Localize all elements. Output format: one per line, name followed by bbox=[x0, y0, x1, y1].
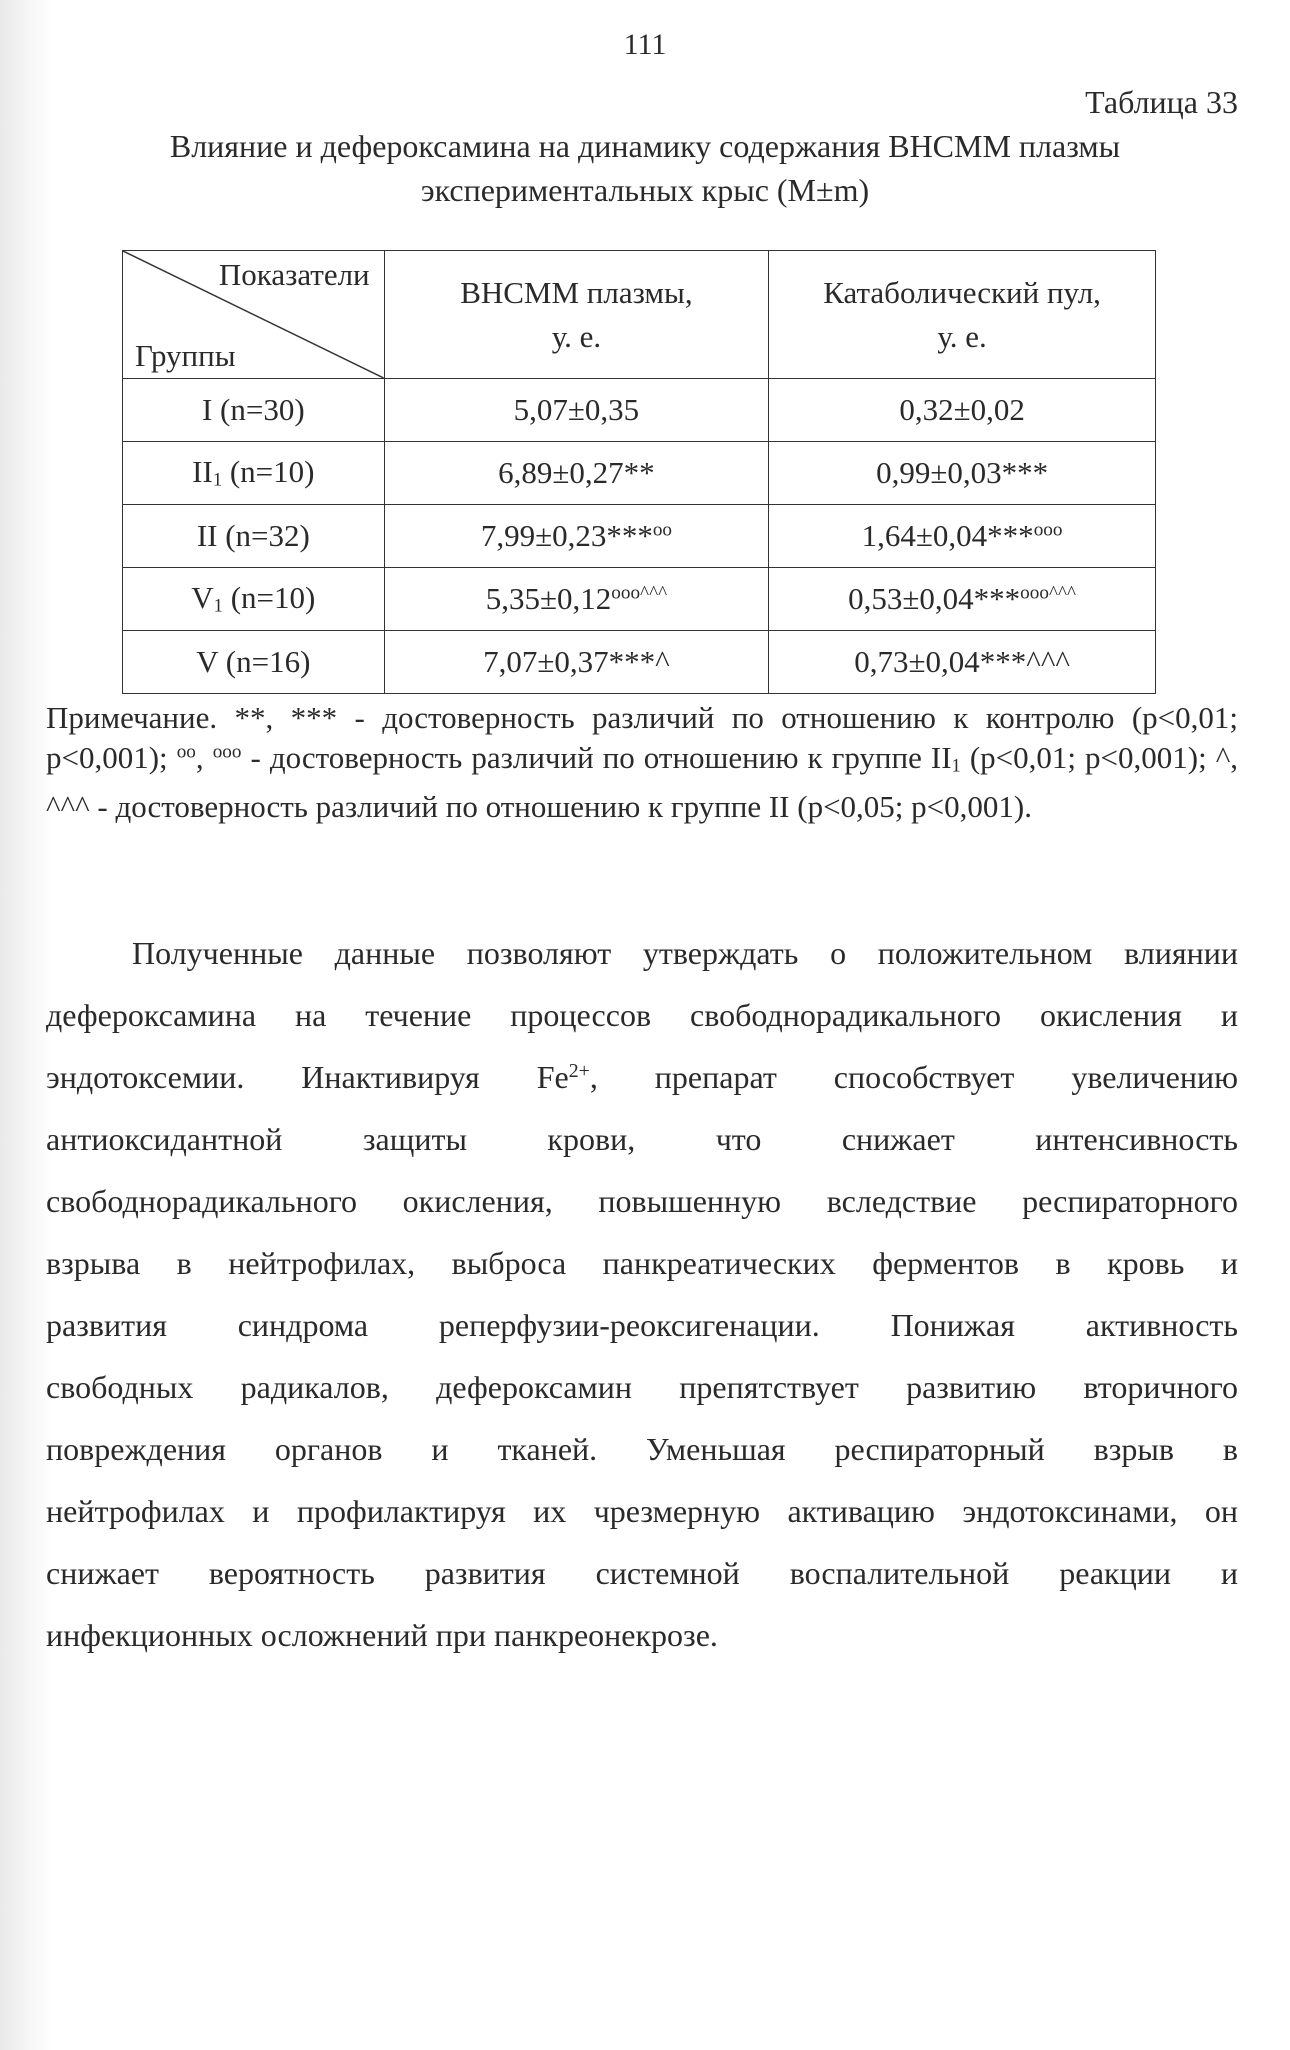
paragraph-line: взрыва в нейтрофилах, выброса панкреатических ферментов в кровь и bbox=[46, 1245, 1238, 1281]
corner-label-indicators: Показатели bbox=[218, 257, 370, 292]
header-vnsmm-line2: у. е. bbox=[551, 318, 602, 354]
paragraph-line: снижает вероятность развития системной воспалительной реакции и bbox=[46, 1555, 1238, 1591]
vnsmm-value-cell: 6,89±0,27** bbox=[384, 442, 769, 505]
header-catabolic-pool bbox=[769, 251, 1156, 379]
group-cell: V (n=16) bbox=[123, 631, 385, 694]
page-number: 111 bbox=[623, 28, 667, 61]
table-title bbox=[60, 124, 1230, 212]
catabolic-value-cell: 0,99±0,03*** bbox=[769, 442, 1156, 505]
header-vnsmm bbox=[384, 251, 769, 379]
paragraph-line: дефероксамина на течение процессов свободнорадикального окисления и bbox=[46, 997, 1238, 1033]
title-line-2: экспериментальных крыс (М±m) bbox=[420, 172, 870, 208]
catabolic-value-cell: 1,64±0,04***$^{ооо}$ bbox=[769, 505, 1156, 568]
group-cell: $V_1$ (n=10) bbox=[123, 568, 385, 631]
table-row bbox=[123, 505, 1156, 568]
table-label: Таблица 33 bbox=[1085, 84, 1238, 120]
paragraph-line: развития синдрома реперфузии-реоксигенации. Понижая активность bbox=[46, 1307, 1238, 1343]
table-note: Примечание. **, *** - достоверность различий по отношению к контролю (р<0,01; р<0,001); $^{оо}$, $^{ооо}$ - достоверность различий по отношению к группе $II_1$ (р<0,01; р<0,001); ^, ^^^ - достоверность различий по отношению к группе II (р<0,05; р<0,001). bbox=[46, 700, 1239, 824]
group-cell: II (n=32) bbox=[123, 505, 385, 568]
corner-label-groups: Группы bbox=[135, 338, 236, 373]
paragraph-line: эндотоксемии. Инактивируя $Fe^{2+}$, препарат способствует увеличению bbox=[46, 1059, 1239, 1095]
corner-header-cell bbox=[123, 251, 385, 379]
header-vnsmm-line1: ВНСММ плазмы, bbox=[460, 274, 693, 310]
paragraph-line: свободных радикалов, дефероксамин препятствует развитию вторичного bbox=[46, 1369, 1238, 1405]
vnsmm-value-cell: $5,35\pm 0,12^{ооо\^{}\^{}\^{}}$ bbox=[384, 568, 769, 631]
table-row bbox=[123, 631, 1156, 694]
vnsmm-value-cell: 7,99±0,23***$^{оо}$ bbox=[384, 505, 769, 568]
table-header-row bbox=[123, 251, 1156, 379]
paragraph-line: Полученные данные позволяют утверждать о положительном влиянии bbox=[132, 935, 1238, 971]
catabolic-value-cell: 0,73±0,04***^^^ bbox=[769, 631, 1156, 694]
vnsmm-value-cell: 5,07±0,35 bbox=[384, 379, 769, 442]
header-catabolic-line1: Катаболический пул, bbox=[823, 274, 1101, 310]
group-cell: I (n=30) bbox=[123, 379, 385, 442]
table-row bbox=[123, 442, 1156, 505]
paragraph-line: инфекционных осложнений при панкреонекрозе. bbox=[46, 1617, 718, 1653]
body-paragraph bbox=[46, 922, 1238, 1666]
catabolic-value-cell: 0,53±0,04***$^{ооо\^{}\^{}\^{}}$ bbox=[769, 568, 1156, 631]
scan-edge-shadow bbox=[0, 0, 52, 2050]
paragraph-line: повреждения органов и тканей. Уменьшая респираторный взрыв в bbox=[46, 1431, 1238, 1467]
vnsmm-value-cell: 7,07±0,37***^ bbox=[384, 631, 769, 694]
group-cell: $II_1$ (n=10) bbox=[123, 442, 385, 505]
table-row bbox=[123, 379, 1156, 442]
header-catabolic-line2: у. е. bbox=[937, 318, 987, 354]
paragraph-line: свободнорадикального окисления, повышенную вследствие респираторного bbox=[46, 1183, 1238, 1219]
paragraph-line: антиоксидантной защиты крови, что снижает интенсивность bbox=[46, 1121, 1238, 1157]
table-row bbox=[123, 568, 1156, 631]
catabolic-value-cell: 0,32±0,02 bbox=[769, 379, 1156, 442]
data-table bbox=[122, 250, 1156, 694]
paragraph-line: нейтрофилах и профилактируя их чрезмерную активацию эндотоксинами, он bbox=[46, 1493, 1238, 1529]
title-line-1: Влияние и дефероксамина на динамику содержания ВНСММ плазмы bbox=[169, 128, 1121, 164]
